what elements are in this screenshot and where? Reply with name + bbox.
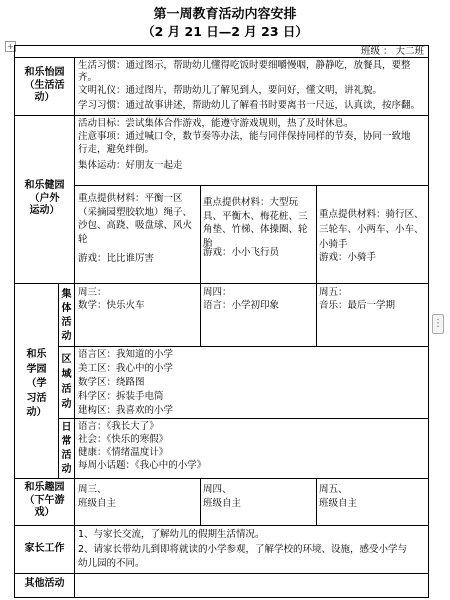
daily-item: 语言：《我长大了》 (78, 421, 159, 432)
parent-line: 幼儿园的不同。 (78, 558, 145, 569)
group-content-2: 语言：小学初印象 (203, 300, 280, 311)
group-content-3: 音乐：最后一学期 (319, 300, 396, 311)
area-item: 美工区：我心中的小学 (78, 363, 174, 374)
play-label: 和乐趣园 （下午游 戏） (24, 482, 65, 518)
health-notes-line: 注意事项：通过喊口令，数节奏等办法，能与同伴保持同样的节奏，协同一致地 (78, 131, 411, 142)
play-day-1: 周三、 (78, 484, 107, 495)
resize-icon[interactable]: ⋮ (432, 314, 444, 334)
life-study-line: 学习习惯：通过故事讲述，帮助幼儿了解看书时要离书一尺远，认真读，按序翻。 (78, 100, 421, 111)
play-day-3: 周五、 (319, 484, 348, 495)
health-area-2-game: 游戏：小小飞行员 (203, 247, 280, 258)
area-item: 语言区：我知道的小学 (78, 349, 174, 360)
health-area-3-game: 游戏：小骑手 (319, 252, 377, 263)
parent-line: 1、与家长交流，了解幼儿的假期生活情况。 (78, 529, 265, 540)
daily-item: 社会：《快乐的寒假》 (78, 434, 169, 445)
health-notes-line-cont: 行走，避免绊倒。 (78, 144, 155, 155)
life-label: 和乐怡园 （生活活 动） (24, 67, 65, 103)
group-day-2: 周四： (203, 287, 232, 298)
parent-line: 2、请家长带幼儿到即将就读的小学参观，了解学校的环境、设施，感受小学与 (78, 544, 408, 555)
page-title: 第一周教育活动内容安排 (153, 7, 297, 22)
health-area-1-materials: 重点提供材料：平衡一区（采摘园塑胶软地）绳子、沙包、高跷、吸盘球、风火轮 (78, 193, 193, 245)
area-item: 建构区：我喜欢的小学 (78, 405, 174, 416)
class-info: 班级 ： 大二班 (360, 46, 424, 57)
life-habit-line-cont: 齐。 (78, 72, 98, 83)
daily-activity-label: 日 常 活 动 (61, 422, 72, 475)
group-day-1: 周三： (78, 287, 107, 298)
learning-label: 和乐 学园 （学 习活 动） (26, 349, 47, 418)
health-goal-line: 活动目标：尝试集体合作游戏，能遵守游戏规则，热了及时休息。 (78, 118, 354, 129)
health-label: 和乐健园 （户外 运动） (24, 180, 65, 216)
play-content-1: 班级自主 (78, 498, 117, 509)
group-activity-label: 集 体 活 动 (61, 289, 72, 342)
life-habit-line: 生活习惯：通过图示，帮助幼儿懂得吃饭时要细嚼慢咽，静静吃，放餐具，要整 (78, 60, 411, 71)
area-activity-label: 区 域 活 动 (61, 354, 72, 410)
health-area-3-materials: 重点提供材料：骑行区、三轮车、小两车、小车、小骑手 (319, 209, 424, 250)
play-content-3: 班级自主 (319, 498, 358, 509)
play-day-2: 周四、 (203, 484, 232, 495)
group-day-3: 周五： (319, 287, 348, 298)
play-content-2: 班级自主 (203, 498, 242, 509)
health-area-2-materials: 重点提供材料：大型玩具、平衡木、梅花桩、三角垫、竹梯、体操圈、轮胎 (203, 197, 308, 249)
health-group-sport: 集体运动：好朋友一起走 (78, 160, 183, 171)
life-etiquette-line: 文明礼仪：通过图片，帮助幼儿了解见到人，要问好，懂文明，讲礼貌。 (78, 85, 383, 96)
health-area-1-game: 游戏：比比谁厉害 (78, 253, 155, 264)
date-range: （2 月 21 日—2 月 23 日） (142, 24, 308, 39)
parent-label: 家长工作 (24, 543, 65, 554)
daily-item: 每周小话题：《我心中的小学》 (78, 460, 207, 471)
move-icon[interactable]: + (5, 41, 16, 52)
group-content-1: 数学：快乐火车 (78, 300, 145, 311)
area-item: 科学区：拆装手电筒 (78, 391, 164, 402)
other-label: 其他活动 (24, 578, 65, 589)
area-item: 数学区：绕路图 (78, 377, 145, 388)
daily-item: 健康：《情绪温度计》 (78, 447, 169, 458)
